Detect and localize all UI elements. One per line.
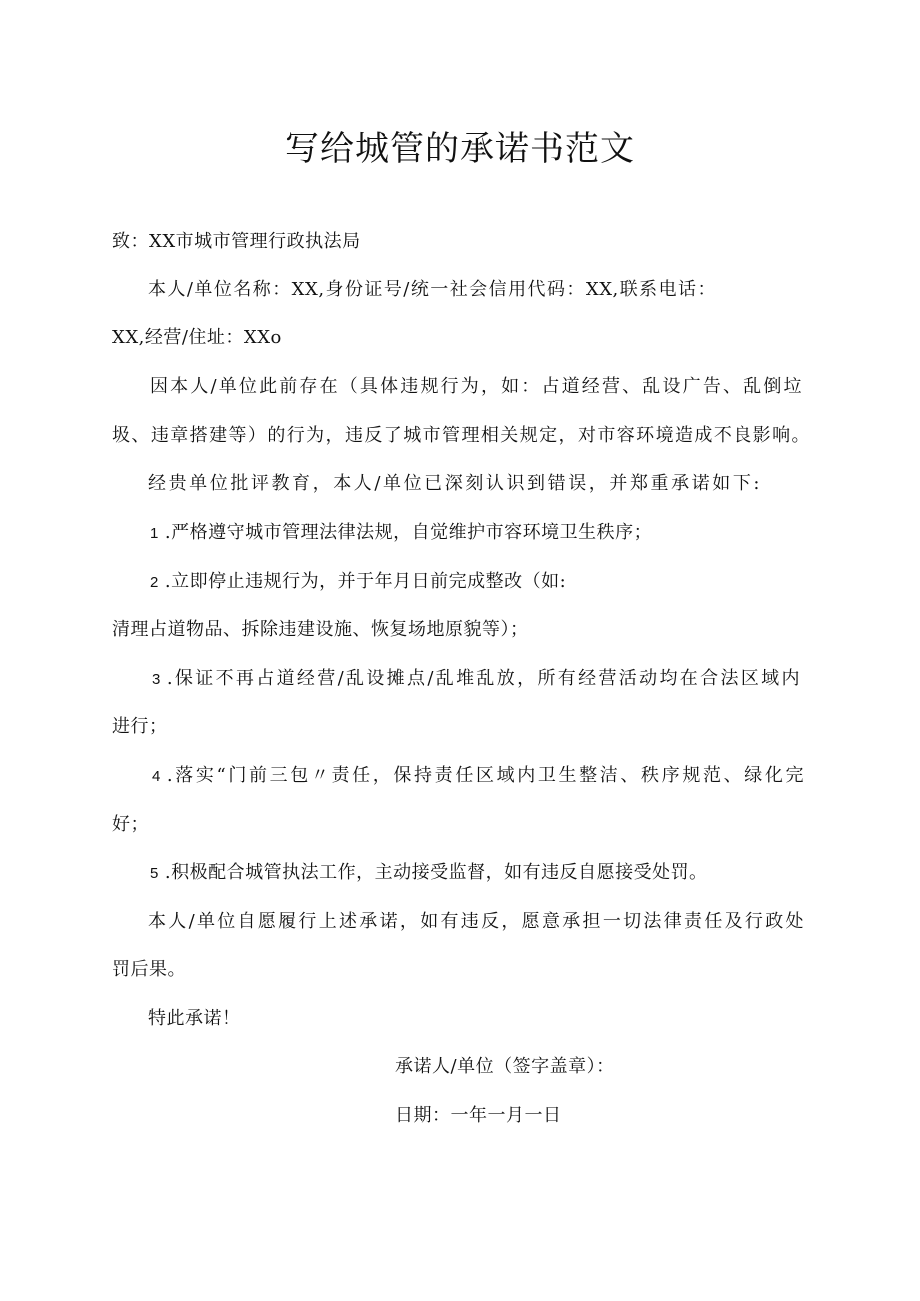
declaration-line: 特此承诺！ [148,1008,241,1029]
commitment-item-4-continued: 好； [112,814,149,835]
identity-line-1: 本人/单位名称：XX,身份证号/统一社会信用代码：XX,联系电话： [148,279,716,300]
item-number: 4 [152,768,161,785]
closing-line-1: 本人/单位自愿履行上述承诺，如有违反，愿意承担一切法律责任及行政处 [148,911,804,932]
item-text: .保证不再占道经营/乱设摊点/乱堆乱放，所有经营活动均在合法区域内 [166,668,800,689]
item-number: 5 [150,865,159,882]
closing-line-2: 罚后果。 [112,959,186,980]
commitment-item-2-continued: 清理占道物品、拆除违建设施、恢复场地原貌等）； [112,619,529,640]
identity-line-2: XX,经营/住址：XXo [112,327,282,348]
document-title: 写给城管的承诺书范文 [285,129,635,169]
item-text: .立即停止违规行为，并于年月日前完成整改（如: [164,571,567,592]
item-text: .严格遵守城市管理法律法规，自觉维护市容环境卫生秩序； [164,522,653,543]
reason-line-1: 因本人/单位此前存在（具体违规行为，如：占道经营、乱设广告、乱倒垃 [150,376,802,397]
item-number: 2 [150,574,159,591]
commitment-item-3-continued: 进行； [112,716,168,737]
commitment-item-3 [152,667,800,692]
signature-label: 承诺人/单位（签字盖章）： [395,1056,615,1077]
commitment-item-5 [150,861,708,886]
item-text: .积极配合城管执法工作，主动接受监督，如有违反自愿接受处罚。 [164,862,708,883]
commitment-item-1 [150,521,652,546]
commitment-item-2 [150,570,566,595]
acknowledge-line: 经贵单位批评教育，本人/单位已深刻认识到错误，并郑重承诺如下: [148,473,760,494]
recipient-line: 致：XX市城市管理行政执法局 [112,231,361,252]
reason-line-2: 圾、违章搭建等）的行为，违反了城市管理相关规定，对市容环境造成不良影响。 [112,425,810,446]
item-text: .落实“门前三包〃责任，保持责任区域内卫生整洁、秩序规范、绿化完 [166,765,804,786]
date-label: 日期：一年一月一日 [395,1105,562,1126]
item-number: 3 [152,671,161,688]
item-number: 1 [150,525,159,542]
commitment-item-4 [152,764,804,789]
